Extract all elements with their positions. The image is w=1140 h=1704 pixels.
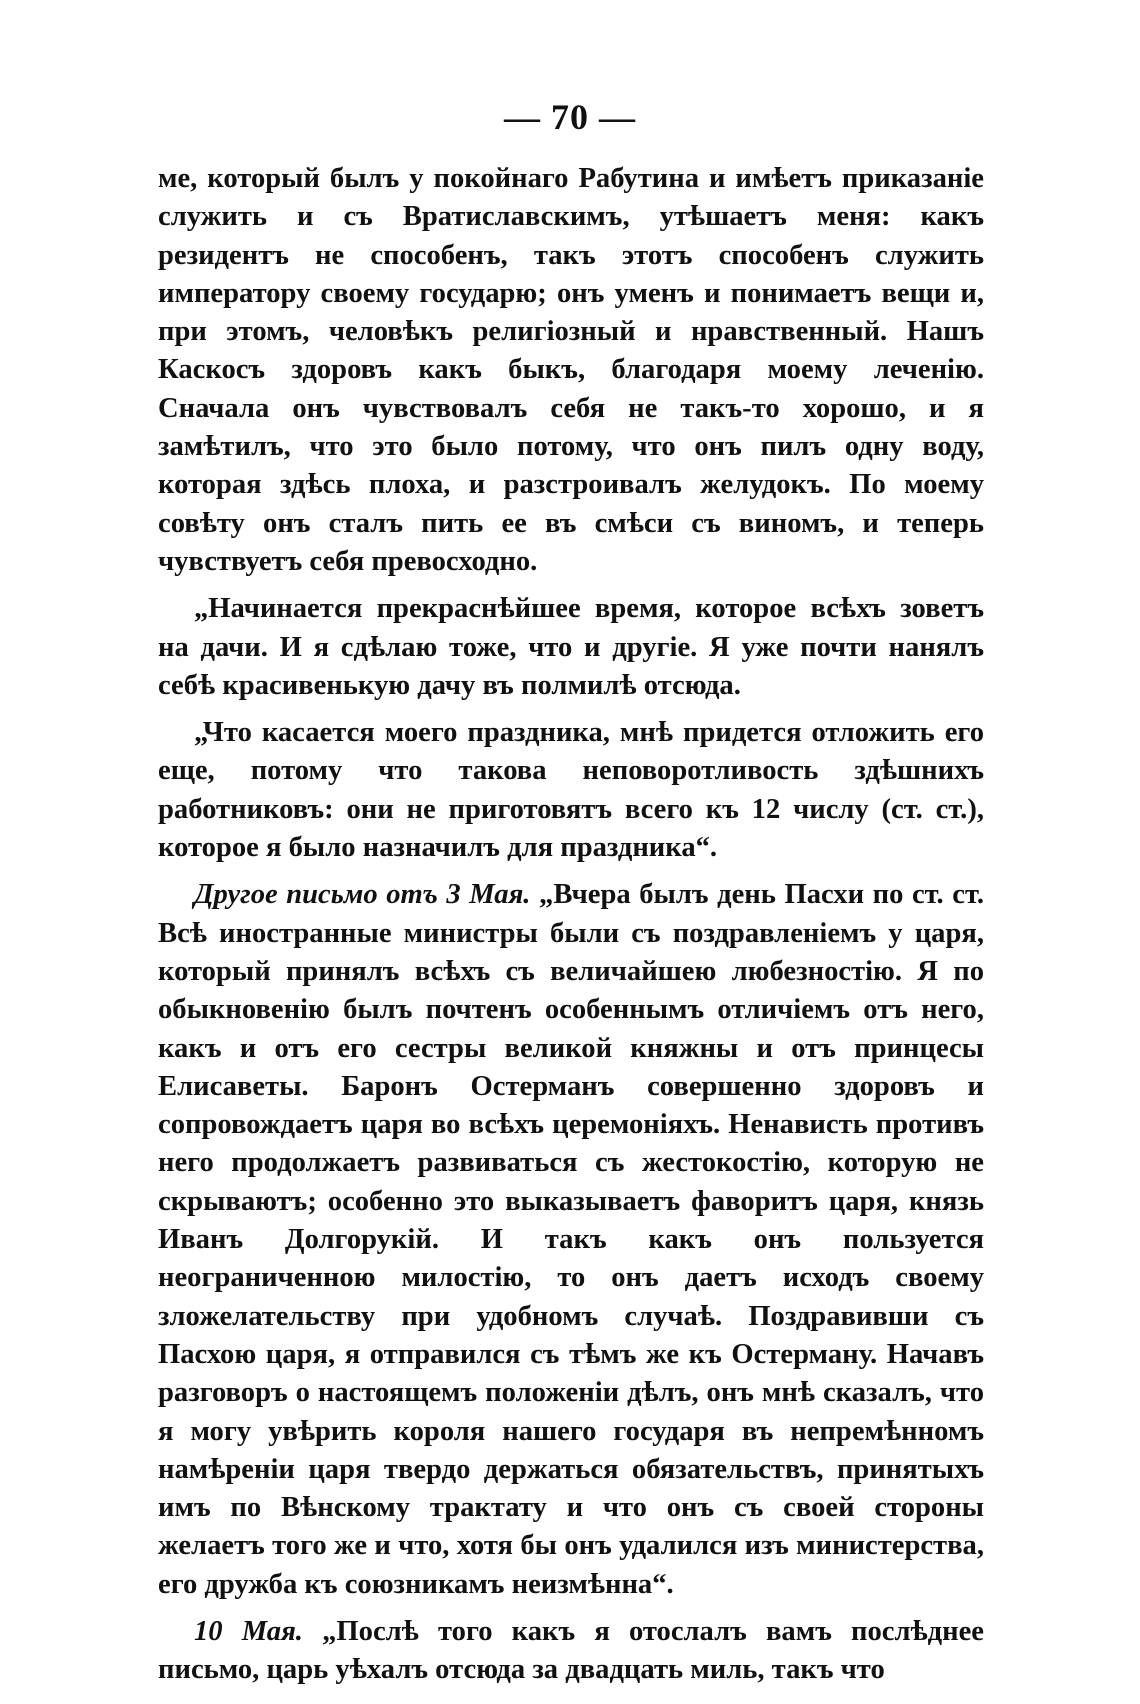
- paragraph-text: „Начинается прекраснѣйшее время, которое всѣхъ зоветъ на дачи. И я сдѣлаю тоже, что и другіе. Я уже почти нанялъ себѣ красивенькую дачу въ полмилѣ отсюда.: [158, 593, 984, 701]
- body-text: [158, 160, 984, 1699]
- paragraph: [158, 1613, 984, 1690]
- paragraph-text: ме, который былъ у покойнаго Рабутина и имѣетъ приказаніе служить и съ Вратиславскимъ, утѣшаетъ меня: какъ резидентъ не способенъ, такъ этотъ способенъ служить императору своему государю; онъ уменъ и понимаетъ вещи и, при этомъ, человѣкъ религіозный и нравственный. Нашъ Каскосъ здоровъ какъ быкъ, благодаря моему леченію. Сначала онъ чувствовалъ себя не такъ-то хорошо, и я замѣтилъ, что это было потому, что онъ пилъ одну воду, которая здѣсь плоха, и разстроивалъ желудокъ. По моему совѣту онъ сталъ пить ее въ смѣси съ виномъ, и теперь чувствуетъ себя превосходно.: [158, 163, 984, 577]
- paragraph-lead: Другое письмо отъ 3 Мая.: [194, 879, 531, 911]
- paragraph: [158, 876, 984, 1604]
- paragraph-text: „Что касается моего праздника, мнѣ придется отложить его еще, потому что такова неповоротливость здѣшнихъ работниковъ: они не приготовятъ всего къ 12 числу (ст. ст.), которое я было назначилъ для праздника“.: [158, 717, 984, 864]
- paragraph: [158, 714, 984, 867]
- paragraph-text: „Вчера былъ день Пасхи по ст. ст. Всѣ иностранные министры были съ поздравленіемъ у царя, который принялъ всѣхъ съ величайшею любезностію. Я по обыкновенію былъ почтенъ особеннымъ отличіемъ отъ него, какъ и отъ его сестры великой княжны и отъ принцесы Елисаветы. Баронъ Остерманъ совершенно здоровъ и сопровождаетъ царя во всѣхъ церемоніяхъ. Ненависть противъ него продолжаетъ развиваться съ жестокостію, которую не скрываютъ; особенно это выказываетъ фаворитъ царя, князь Иванъ Долгорукій. И такъ какъ онъ пользуется неограниченною милостію, то онъ даетъ исходъ своему зложелательству при удобномъ случаѣ. Поздравивши съ Пасхою царя, я отправился съ тѣмъ же къ Остерману. Начавъ разговоръ о настоящемъ положеніи дѣлъ, онъ мнѣ сказалъ, что я могу увѣрить короля нашего государя въ непремѣнномъ намѣреніи царя твердо держаться обязательствъ, принятыхъ имъ по Вѣнскому трактату и что онъ съ своей стороны желаетъ того же и что, хотя бы онъ удалился изъ министерства, его дружба къ союзникамъ неизмѣнна“.: [158, 879, 984, 1600]
- paragraph: [158, 590, 984, 705]
- paragraph-text: „Послѣ того какъ я отослалъ вамъ послѣднее письмо, царь уѣхалъ отсюда за двадцать миль, такъ что: [158, 1615, 984, 1686]
- paragraph: [158, 160, 984, 581]
- paragraph-lead: 10 Мая.: [194, 1615, 303, 1647]
- page-number: — 70 —: [504, 97, 636, 137]
